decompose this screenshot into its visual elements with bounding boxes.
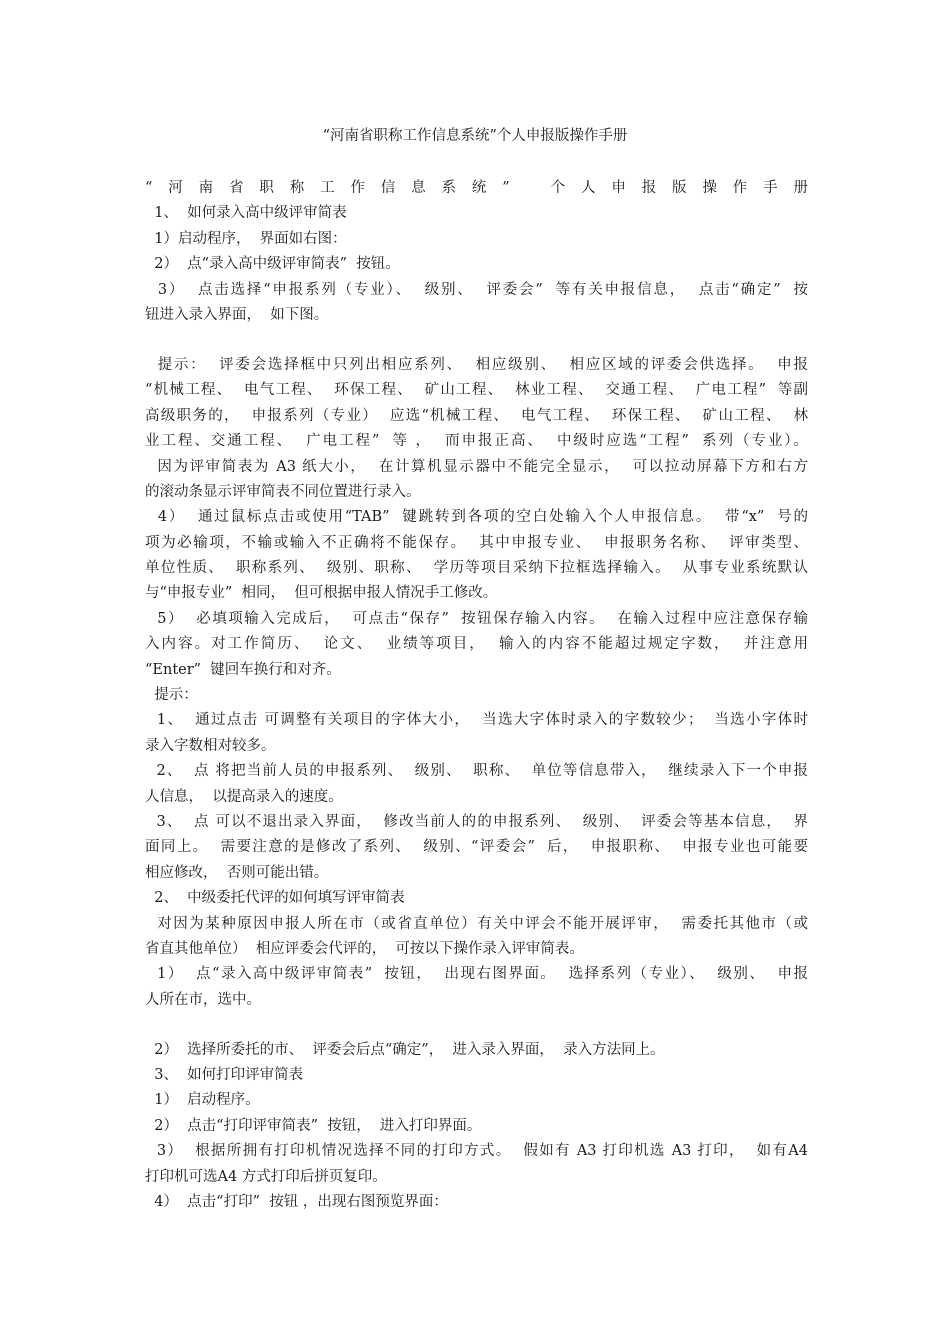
paragraph-line: 因为评审简表为 A3 纸大小， 在计算机显示器中不能完全显示， 可以拉动屏幕下方和右方 (145, 458, 808, 475)
paragraph-line: 录入字数相对较多。 (145, 737, 276, 754)
blank-line (145, 328, 808, 353)
paragraph-line: 1）启动程序， 界面如右图： (145, 230, 347, 247)
paragraph-line: 3、 如何打印评审简表 (145, 1067, 304, 1084)
document-title: “河南省职称工作信息系统”个人申报版操作手册 (322, 128, 628, 144)
document-body (145, 176, 808, 1215)
paragraph-line: 2、 点 将把当前人员的申报系列、 级别、 职称、 单位等信息带入， 继续录入下一个申报 (145, 763, 808, 780)
paragraph-line: 2） 选择所委托的市、 评委会后点“确定”， 进入录入界面， 录入方法同上。 (145, 1041, 665, 1058)
paragraph-line: 2、 中级委托代评的如何填写评审简表 (145, 890, 405, 907)
paragraph-line: 业工程、交通工程、 广电工程” 等 ， 而申报正高、 中级时应选“工程” 系列（专业）。 (145, 433, 808, 450)
paragraph-line: 入内容。对工作简历、 论文、 业绩等项目， 输入的内容不能超过规定字数， 并注意用 (145, 636, 808, 653)
paragraph-line: 高级职务的， 申报系列（专业） 应选“机械工程、 电气工程、 环保工程、 矿山工程、 林 (145, 407, 808, 424)
paragraph-line: 的滚动条显示评审简表不同位置进行录入。 (145, 483, 421, 500)
paragraph-line: 提示： 评委会选择框中只列出相应系列、 相应级别、 相应区域的评委会供选择。 申报 (145, 356, 808, 373)
paragraph-line: 1） 启动程序。 (145, 1092, 260, 1109)
paragraph-line: “Enter” 键回车换行和对齐。 (145, 661, 341, 678)
paragraph-line: 3） 点击选择“申报系列（专业）、 级别、 评委会” 等有关申报信息， 点击“确定” 按 (145, 281, 808, 298)
paragraph-line: 单位性质、 职称系列、 级别、职称、 学历等项目采纳下拉框选择输入。 从事专业系统默认 (145, 560, 808, 577)
paragraph-line: 钮进入录入界面， 如下图。 (145, 306, 329, 323)
paragraph-line: 2） 点“录入高中级评审简表” 按钮。 (145, 256, 400, 273)
paragraph-line: 3、 点 可以不退出录入界面， 修改当前人的的申报系列、 级别、 评委会等基本信息， 界 (145, 813, 808, 830)
paragraph-line: 3） 根据所拥有打印机情况选择不同的打印方式。 假如有 A3 打印机选 A3 打印， 如有A4 (145, 1143, 808, 1160)
paragraph-line: “机械工程、 电气工程、 环保工程、 矿山工程、 林业工程、 交通工程、 广电工程” 等副 (145, 382, 808, 399)
paragraph-line: “河南省职称工作信息系统” 个人申报版操作手册 (145, 180, 808, 196)
paragraph-line: 人所在市，选中。 (145, 991, 261, 1008)
blank-line (145, 1013, 808, 1038)
paragraph-line: 5） 必填项输入完成后， 可点击“保存” 按钮保存输入内容。 在输入过程中应注意保存输 (145, 610, 808, 627)
paragraph-line: 与“申报专业” 相同， 但可根据申报人情况手工修改。 (145, 585, 498, 602)
paragraph-line: 4） 点击“打印” 按钮 ，出现右图预览界面： (145, 1194, 448, 1211)
paragraph-line: 打印机可选A4 方式打印后拼页复印。 (145, 1168, 387, 1185)
paragraph-line: 1、 通过点击 可调整有关项目的字体大小， 当选大字体时录入的字数较少； 当选小字体时 (145, 712, 808, 729)
paragraph-line: 4） 通过鼠标点击或使用“TAB” 键跳转到各项的空白处输入个人申报信息。 带“x” 号的 (145, 509, 808, 526)
paragraph-line: 提示： (145, 687, 198, 704)
paragraph-line: 2） 点击“打印评审简表” 按钮， 进入打印界面。 (145, 1117, 482, 1134)
paragraph-line: 面同上。 需要注意的是修改了系列、 级别、“评委会” 后， 申报职称、 申报专业也可能要 (145, 839, 808, 856)
paragraph-line: 对因为某种原因申报人所在市（或省直单位）有关中评会不能开展评审， 需委托其他市（或 (145, 915, 808, 932)
paragraph-line: 相应修改， 否则可能出错。 (145, 864, 329, 881)
paragraph-line: 1） 点“录入高中级评审简表” 按钮， 出现右图界面。 选择系列（专业）、 级别、 申报 (145, 966, 808, 983)
paragraph-line: 人信息， 以提高录入的速度。 (145, 788, 343, 805)
paragraph-line: 1、 如何录入高中级评审简表 (145, 205, 347, 222)
paragraph-line: 项为必输项，不输或输入不正确将不能保存。 其中申报专业、 申报职务名称、 评审类型、 (145, 534, 808, 551)
paragraph-line: 省直其他单位） 相应评委会代评的， 可按以下操作录入评审简表。 (145, 940, 584, 957)
